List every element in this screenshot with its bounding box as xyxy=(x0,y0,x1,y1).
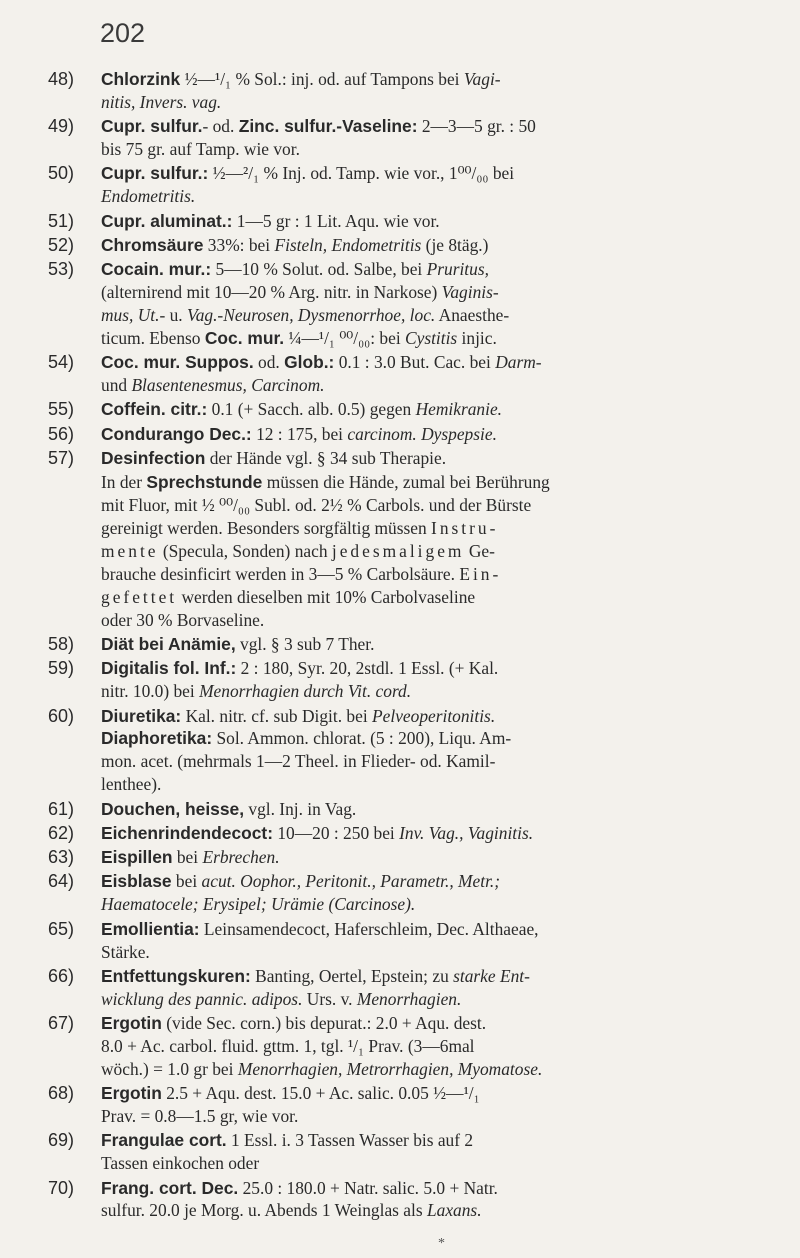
entry-text: bei xyxy=(171,871,202,892)
entry-item xyxy=(48,115,788,161)
entry-heading: Ergotin xyxy=(101,1013,162,1034)
italic-text: Endometritis. xyxy=(101,186,196,207)
spaced-emphasis: Instru- xyxy=(431,518,499,539)
entry-text: gereinigt werden. Besonders sorgfältig müssen xyxy=(101,518,432,539)
italic-text: Inv. Vag., Vaginitis. xyxy=(399,822,534,843)
entry-text: (Specula, Sonden) nach xyxy=(158,541,332,562)
italic-text: starke Ent- xyxy=(453,965,530,986)
entry-text: nitr. 10.0) bei xyxy=(101,681,200,702)
italic-text: Haematocele; Erysipel; Urämie (Carcinose). xyxy=(101,894,416,915)
entry-heading: Eispillen xyxy=(101,847,173,868)
entry-heading: Glob.: xyxy=(284,352,335,373)
entry-number: 53) xyxy=(48,259,75,280)
entry-text: - od. xyxy=(202,116,239,137)
entry-text: Stärke. xyxy=(101,941,150,962)
entry-text: Leinsamendecoct, Haferschleim, Dec. Althaeae, xyxy=(199,918,539,939)
entry-item xyxy=(48,1129,788,1175)
entry-text: lenthee). xyxy=(101,774,162,795)
italic-text: wicklung des pannic. adipos. xyxy=(101,988,303,1009)
entry-text: sulfur. 20.0 je Morg. u. Abends 1 Weinglas als xyxy=(101,1200,427,1221)
italic-text: carcinom. Dyspepsie. xyxy=(347,423,497,444)
italic-text: Pruritus, xyxy=(426,259,489,280)
entry-heading: Frangulae cort. xyxy=(101,1130,227,1151)
entry-heading: Diaphoretika: xyxy=(101,728,213,749)
entry-text: 25.0 : 180.0 + Natr. salic. 5.0 + Natr. xyxy=(238,1177,498,1198)
entry-heading: Cupr. aluminat.: xyxy=(101,210,233,231)
entry-heading: Entfettungskuren: xyxy=(101,965,251,986)
entry-number: 70) xyxy=(48,1177,75,1198)
entry-text: (je 8täg.) xyxy=(421,234,489,255)
entry-text: 2.5 + Aqu. dest. 15.0 + Ac. salic. 0.05 ½—¹/₁ xyxy=(161,1083,480,1104)
entry-number: 59) xyxy=(48,658,75,679)
entry-number: 48) xyxy=(48,69,75,89)
entry-number: 60) xyxy=(48,705,75,726)
entry-text: oder 30 % Borvaseline. xyxy=(101,609,265,630)
entry-heading: Eisblase xyxy=(101,871,172,892)
italic-text: Vagi- xyxy=(463,69,501,89)
entry-heading: Chlorzink xyxy=(101,69,181,89)
entry-item xyxy=(48,657,788,703)
entry-number: 63) xyxy=(48,847,75,868)
entry-heading: Cupr. sulfur. xyxy=(101,116,203,137)
entry-heading: Coc. mur. Suppos. xyxy=(101,352,254,373)
entry-heading: Cocain. mur.: xyxy=(101,259,212,280)
entry-number: 69) xyxy=(48,1130,75,1151)
entry-heading: Coffein. citr.: xyxy=(101,399,208,420)
entry-text: bei xyxy=(172,847,203,868)
entry-item xyxy=(48,447,788,470)
entry-text: Tassen einkochen oder xyxy=(101,1153,260,1174)
entry-heading: Digitalis fol. Inf.: xyxy=(101,658,237,679)
entry-heading: Douchen, heisse, xyxy=(101,798,245,819)
entry-heading: Cupr. sulfur.: xyxy=(101,163,209,184)
italic-text: Menorrhagien. xyxy=(356,988,462,1009)
entry-text: Anaesthe- xyxy=(435,305,510,326)
entry-text: wöch.) = 1.0 gr bei xyxy=(101,1058,238,1079)
entry-text: (vide Sec. corn.) bis depurat.: 2.0 + Aqu. dest. xyxy=(161,1013,487,1034)
entry-heading: Desinfection xyxy=(101,448,206,469)
entry-number: 65) xyxy=(48,918,75,939)
spaced-emphasis: gefettet xyxy=(101,586,178,607)
entry-heading: Frang. cort. Dec. xyxy=(101,1177,239,1198)
entry-text: Prav. = 0.8—1.5 gr, wie vor. xyxy=(101,1106,299,1127)
entries-group-1 xyxy=(48,68,788,470)
entry-heading: Chromsäure xyxy=(101,234,204,255)
entry-heading: Diät bei Anämie, xyxy=(101,634,236,655)
entry-heading: Emollientia: xyxy=(101,918,200,939)
entry-item xyxy=(48,210,788,233)
entry-text: u. xyxy=(165,305,187,326)
entry-number: 66) xyxy=(48,965,75,986)
entry-text: Urs. v. xyxy=(302,988,357,1009)
entry-text: Sol. Ammon. chlorat. (5 : 200), Liqu. Am- xyxy=(212,728,512,749)
italic-text: acut. Oophor., Peritonit., Parametr., Metr.; xyxy=(201,871,501,892)
entry-text: bis 75 gr. auf Tamp. wie vor. xyxy=(101,139,300,160)
entry-item xyxy=(48,846,788,869)
entry-text: Banting, Oertel, Epstein; zu xyxy=(250,965,454,986)
italic-text: Darm- xyxy=(495,352,542,373)
page-number: 202 xyxy=(100,18,146,48)
italic-text: Menorrhagien, Metrorrhagien, Myomatose. xyxy=(237,1058,543,1079)
spaced-emphasis: mente xyxy=(101,541,159,562)
entry-item xyxy=(48,351,788,397)
entry-item xyxy=(48,1012,788,1081)
entry-text: (alternirend mit 10—20 % Arg. nitr. in Narkose) xyxy=(101,282,442,303)
entry-item xyxy=(48,798,788,821)
entry-text: der Hände vgl. § 34 sub Therapie. xyxy=(205,448,447,469)
entry-number: 56) xyxy=(48,423,75,444)
paragraph-57-continuation xyxy=(48,471,788,631)
italic-text: Vag.-Neurosen, Dysmenorrhoe, loc. xyxy=(187,305,436,326)
entry-text: ¼—¹/₁ ⁰⁰/₀₀: bei xyxy=(284,327,406,348)
entry-text: od. xyxy=(253,352,285,373)
italic-text: Cystitis xyxy=(405,327,458,348)
entry-text: ½—²/₁ % Inj. od. Tamp. wie vor., 1⁰⁰/₀₀ bei xyxy=(208,163,515,184)
entry-number: 62) xyxy=(48,822,75,843)
entry-text: 1 Essl. i. 3 Tassen Wasser bis auf 2 xyxy=(226,1130,474,1151)
italic-text: Hemikranie. xyxy=(415,399,503,420)
entry-text: 2 : 180, Syr. 20, 2stdl. 1 Essl. (+ Kal. xyxy=(236,658,499,679)
entry-number: 64) xyxy=(48,871,75,892)
entry-item xyxy=(48,705,788,797)
italic-text: Erbrechen. xyxy=(202,847,280,868)
entry-text: brauche desinficirt werden in 3—5 % Carbolsäure. xyxy=(101,563,460,584)
entry-text: 5—10 % Solut. od. Salbe, bei xyxy=(211,259,427,280)
entry-text: 1—5 gr : 1 Lit. Aqu. wie vor. xyxy=(232,210,440,231)
italic-text: nitis, Invers. vag. xyxy=(101,91,222,112)
italic-text: Vaginis- xyxy=(441,282,499,303)
entry-text: 10—20 : 250 bei xyxy=(273,822,400,843)
entry-text: 12 : 175, bei xyxy=(251,423,348,444)
entry-number: 50) xyxy=(48,163,75,184)
entry-number: 51) xyxy=(48,210,75,231)
entry-item xyxy=(48,423,788,446)
italic-text: Pelveoperitonitis. xyxy=(372,705,496,726)
entry-number: 52) xyxy=(48,234,75,255)
spaced-emphasis: jedesmaligem xyxy=(331,541,465,562)
entry-text: In der xyxy=(101,472,147,493)
entry-list xyxy=(48,68,788,1224)
entry-item xyxy=(48,633,788,656)
entry-heading: Diuretika: xyxy=(101,705,182,726)
entry-text: Ge- xyxy=(464,541,495,562)
entries-group-2 xyxy=(48,633,788,1222)
entry-item xyxy=(48,1082,788,1128)
entry-text: Kal. nitr. cf. sub Digit. bei xyxy=(181,705,373,726)
entry-heading: Ergotin xyxy=(101,1083,162,1104)
entry-text: 0.1 (+ Sacch. alb. 0.5) gegen xyxy=(207,399,416,420)
entry-item xyxy=(48,68,788,114)
entry-text: injic. xyxy=(457,327,497,348)
entry-text: werden dieselben mit 10% Carbolvaseline xyxy=(177,586,476,607)
paragraph-text xyxy=(48,471,788,631)
italic-text: Laxans. xyxy=(426,1200,482,1221)
entry-number: 68) xyxy=(48,1083,75,1104)
entry-item xyxy=(48,1177,788,1223)
entry-heading: Condurango Dec.: xyxy=(101,423,252,444)
entry-heading: Eichenrindendecoct: xyxy=(101,822,274,843)
entry-item xyxy=(48,234,788,257)
entry-text: vgl. § 3 sub 7 Ther. xyxy=(235,634,375,655)
entry-heading: Sprechstunde xyxy=(146,472,263,493)
entry-number: 61) xyxy=(48,798,75,819)
entry-text: müssen die Hände, zumal bei Berührung xyxy=(262,472,550,493)
footer-mark: * xyxy=(438,1236,445,1251)
entry-item xyxy=(48,918,788,964)
italic-text: mus, Ut.- xyxy=(101,305,166,326)
entry-number: 49) xyxy=(48,116,75,137)
entry-text: ½—¹/₁ % Sol.: inj. od. auf Tampons bei xyxy=(180,69,464,89)
entry-text: und xyxy=(101,375,132,396)
entry-number: 55) xyxy=(48,399,75,420)
entry-item xyxy=(48,822,788,845)
entry-number: 57) xyxy=(48,448,75,469)
entry-text: vgl. Inj. in Vag. xyxy=(244,798,357,819)
entry-text: 2—3—5 gr. : 50 xyxy=(417,116,536,137)
entry-text: mit Fluor, mit ½ ⁰⁰/₀₀ Subl. od. 2½ % Carbols. und der Bürste xyxy=(101,495,532,516)
entry-text: 33%: bei xyxy=(203,234,275,255)
italic-text: Blasentenesmus, Carcinom. xyxy=(131,375,325,396)
italic-text: Fisteln, Endometritis xyxy=(274,234,422,255)
entry-number: 54) xyxy=(48,352,75,373)
entry-item xyxy=(48,258,788,350)
entry-item xyxy=(48,965,788,1011)
entry-text: mon. acet. (mehrmals 1—2 Theel. in Flieder- od. Kamil- xyxy=(101,751,496,772)
entry-item xyxy=(48,162,788,208)
italic-text: Menorrhagien durch Vit. cord. xyxy=(199,681,412,702)
spaced-emphasis: Ein- xyxy=(459,563,502,584)
entry-item xyxy=(48,870,788,916)
entry-text: 8.0 + Ac. carbol. fluid. gttm. 1, tgl. ¹/₁ Prav. (3—6mal xyxy=(101,1035,475,1056)
entry-heading: Coc. mur. xyxy=(204,327,285,348)
entry-heading: Zinc. sulfur.-Vaseline: xyxy=(238,116,418,137)
entry-text: ticum. Ebenso xyxy=(101,327,205,348)
entry-item xyxy=(48,398,788,421)
entry-text: 0.1 : 3.0 But. Cac. bei xyxy=(334,352,496,373)
entry-number: 58) xyxy=(48,634,75,655)
entry-number: 67) xyxy=(48,1013,75,1034)
